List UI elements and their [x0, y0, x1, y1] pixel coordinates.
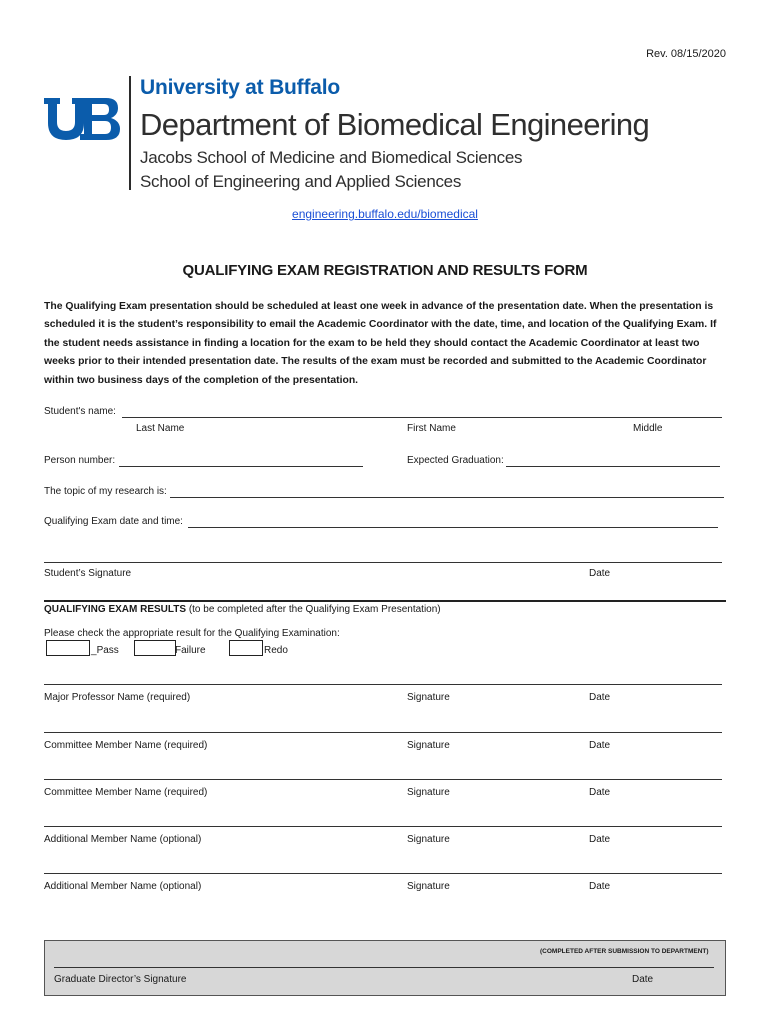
signature-row-name: Additional Member Name (optional) — [44, 881, 202, 892]
department-completion-note: (COMPLETED AFTER SUBMISSION TO DEPARTMENT) — [540, 948, 709, 955]
middle-name-caption: Middle — [633, 423, 663, 434]
person-number-label: Person number: — [44, 455, 116, 466]
signature-row-name: Major Professor Name (required) — [44, 692, 191, 703]
signature-row-sig: Signature — [407, 787, 450, 798]
results-instruction: Please check the appropriate result for the Qualifying Examination: — [44, 628, 340, 639]
signature-row-date: Date — [589, 881, 611, 892]
failure-checkbox[interactable] — [134, 640, 176, 656]
school-name-engineering: School of Engineering and Applied Sciences — [140, 172, 462, 191]
student-name-field[interactable] — [122, 417, 722, 418]
student-signature-caption: Student’s Signature — [44, 568, 132, 579]
results-heading — [44, 604, 441, 615]
exam-date-time-label: Qualifying Exam date and time: — [44, 516, 183, 527]
signature-line[interactable] — [44, 779, 722, 780]
first-name-caption: First Name — [407, 423, 456, 434]
failure-label: Failure — [175, 645, 206, 656]
school-name-medicine: Jacobs School of Medicine and Biomedical Sciences — [140, 148, 523, 167]
student-signature-line[interactable] — [44, 562, 722, 563]
last-name-caption: Last Name — [136, 423, 185, 434]
person-number-field[interactable] — [119, 466, 363, 467]
pass-label: _Pass — [91, 645, 119, 656]
redo-label: Redo — [264, 645, 288, 656]
signature-row-name: Additional Member Name (optional) — [44, 834, 202, 845]
pass-checkbox[interactable] — [46, 640, 90, 656]
signature-row-name: Committee Member Name (required) — [44, 740, 208, 751]
header-divider — [129, 76, 131, 190]
expected-graduation-field[interactable] — [506, 466, 720, 467]
signature-row-sig: Signature — [407, 834, 450, 845]
signature-line[interactable] — [44, 826, 722, 827]
signature-row-date: Date — [589, 834, 611, 845]
department-name: Department of Biomedical Engineering — [140, 107, 650, 142]
form-title: QUALIFYING EXAM REGISTRATION AND RESULTS FORM — [182, 262, 588, 279]
section-divider — [44, 600, 726, 602]
signature-row-name: Committee Member Name (required) — [44, 787, 208, 798]
signature-row-date: Date — [589, 787, 611, 798]
website-link[interactable]: engineering.buffalo.edu/biomedical — [292, 207, 478, 221]
student-name-label: Student's name: — [44, 406, 116, 417]
signature-row-sig: Signature — [407, 740, 450, 751]
signature-row-date: Date — [589, 692, 611, 703]
research-topic-field[interactable] — [170, 497, 724, 498]
signature-line[interactable] — [44, 684, 722, 685]
signature-row-date: Date — [589, 740, 611, 751]
university-name: University at Buffalo — [140, 76, 341, 99]
results-heading-note: (to be completed after the Qualifying Exam Presentation) — [186, 604, 441, 615]
research-topic-label: The topic of my research is: — [44, 486, 167, 497]
graduate-director-signature-caption: Graduate Director’s Signature — [54, 974, 187, 985]
results-heading-bold: QUALIFYING EXAM RESULTS — [44, 604, 187, 615]
ub-logo-icon — [44, 98, 120, 140]
expected-graduation-label: Expected Graduation: — [407, 455, 504, 466]
redo-checkbox[interactable] — [229, 640, 263, 656]
pass-option-text: Pass — [96, 645, 119, 656]
signature-row-sig: Signature — [407, 692, 450, 703]
intro-paragraph: The Qualifying Exam presentation should be scheduled at least one week in advance of the presentation date. When the presentation is scheduled it is the student’s responsibility to email the Academic Coordinator with the date, time, and location of the Qualifying Exam. If the student needs assistance in finding a location for the exam to be held they should contact the Academic Coordinator at least two weeks prior to their intended presentation date. The results of the exam must be recorded and submitted to the Academic Coordinator within two business days of the completion of the presentation. — [44, 301, 717, 386]
signature-row-sig: Signature — [407, 881, 450, 892]
exam-date-time-field[interactable] — [188, 527, 718, 528]
revision-date: Rev. 08/15/2020 — [646, 48, 726, 60]
signature-line[interactable] — [44, 732, 722, 733]
graduate-director-signature-line[interactable] — [54, 967, 714, 968]
student-signature-date-caption: Date — [589, 568, 611, 579]
graduate-director-date-caption: Date — [632, 974, 654, 985]
signature-line[interactable] — [44, 873, 722, 874]
